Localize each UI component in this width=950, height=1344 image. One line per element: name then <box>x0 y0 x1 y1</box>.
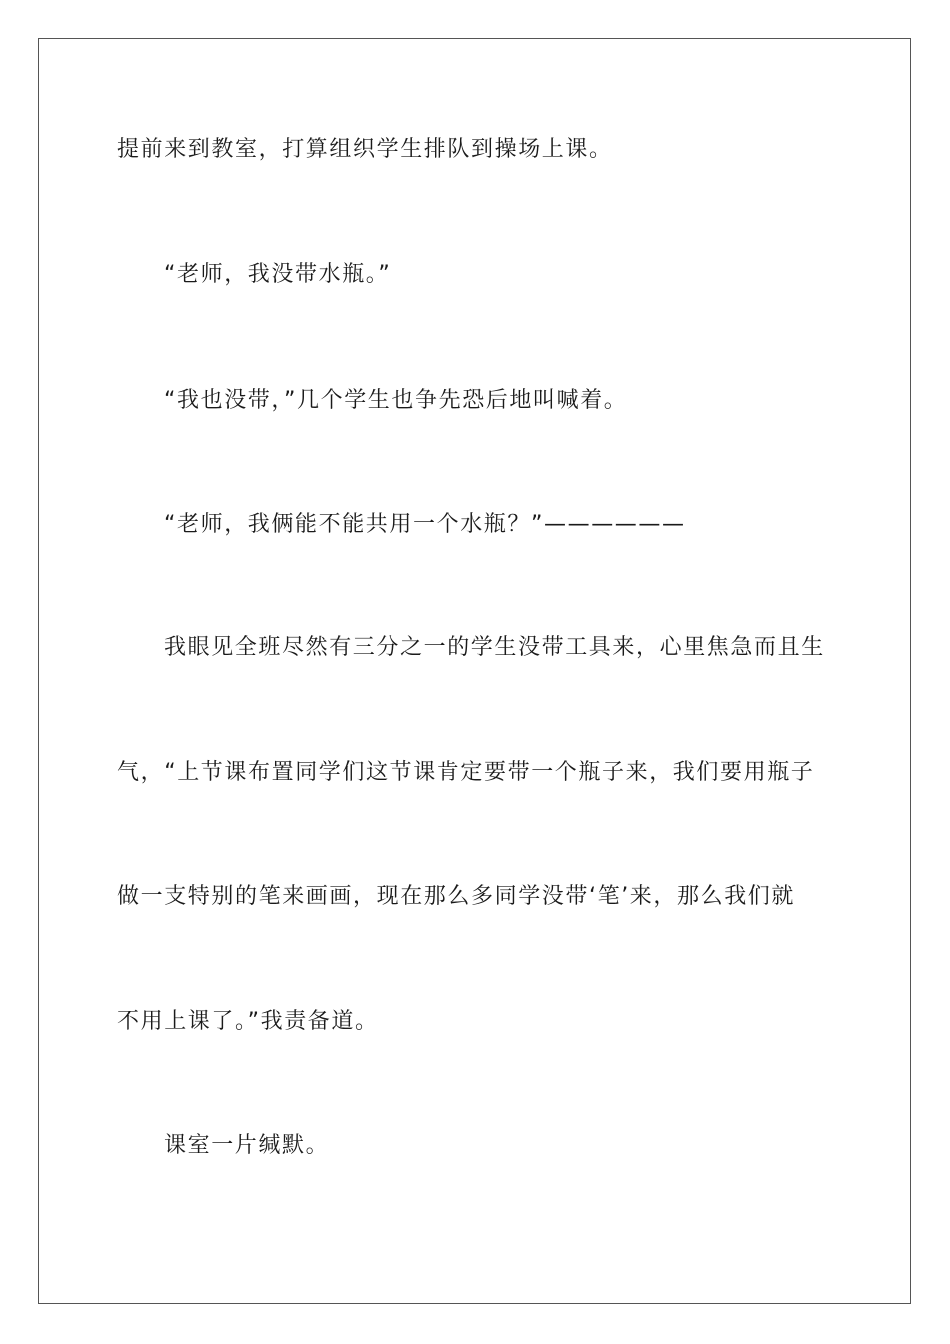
text-line-6: 气，“上节课布置同学们这节课肯定要带一个瓶子来，我们要用瓶子 <box>117 760 815 785</box>
text-line-3: “我也没带，”几个学生也争先恐后地叫喊着。 <box>164 388 628 413</box>
text-line-1: 提前来到教室，打算组织学生排队到操场上课。 <box>117 137 613 162</box>
page-border <box>38 38 911 1304</box>
text-line-9: 课室一片缄默。 <box>164 1133 330 1158</box>
text-line-7: 做一支特别的笔来画画，现在那么多同学没带‘笔’来，那么我们就 <box>117 884 795 909</box>
text-line-4: “老师，我俩能不能共用一个水瓶？”—————— <box>164 512 686 537</box>
text-line-2: “老师，我没带水瓶。” <box>164 262 392 287</box>
text-line-5: 我眼见全班尽然有三分之一的学生没带工具来，心里焦急而且生 <box>164 635 825 660</box>
text-line-8: 不用上课了。”我责备道。 <box>117 1009 379 1034</box>
